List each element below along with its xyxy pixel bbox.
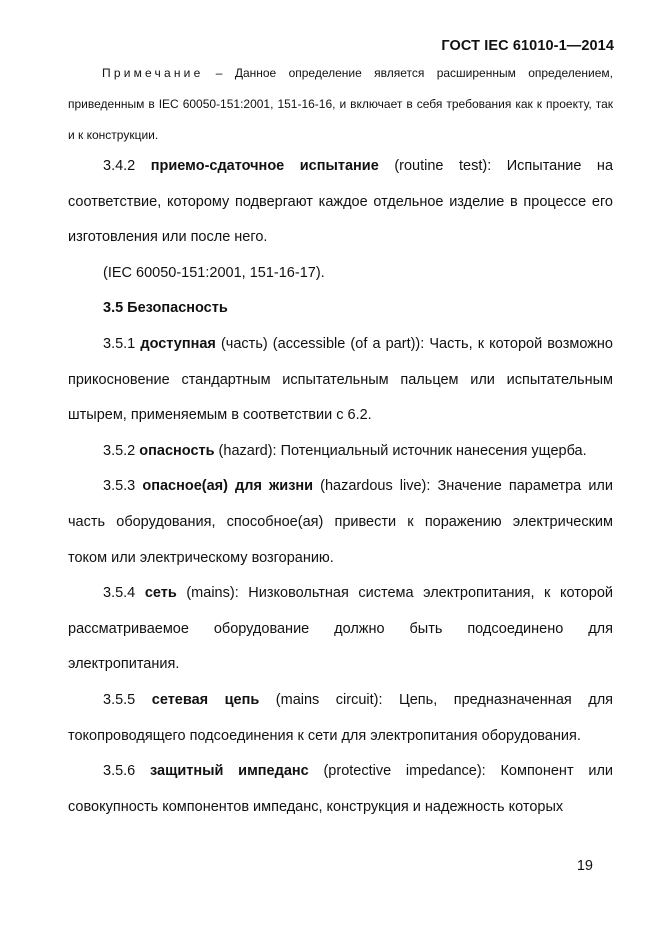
reference-paragraph <box>68 256 613 292</box>
note-paragraph <box>68 58 613 151</box>
clause-number: 3.5.1 <box>103 335 136 352</box>
term: опасность <box>139 442 215 459</box>
definition-text: (routine test): Испытание на соответствие, которому подвергают каждое отдельное изделие в процессе его изготовления или после него. <box>68 158 614 246</box>
definition-text: (mains circuit): Цепь, предназначенная для токопроводящего подсоединения к сети для электропитания оборудования. <box>68 691 614 744</box>
definition-3-5-3 <box>68 469 613 576</box>
clause-number: 3.5.6 <box>103 763 136 780</box>
definition-text: (hazard): Потенциальный источник нанесения ущерба. <box>214 442 587 459</box>
definition-3-5-5 <box>68 683 613 754</box>
document-header: ГОСТ IEC 61010-1—2014 <box>441 38 614 54</box>
term: опасное(ая) для жизни <box>142 478 314 495</box>
term: доступная <box>140 335 216 352</box>
clause-number: 3.4.2 <box>103 158 136 174</box>
definition-3-5-1 <box>68 327 613 434</box>
term: сетевая цепь <box>151 691 260 708</box>
term: защитный импеданс <box>150 763 309 780</box>
clause-number: 3.5.2 <box>103 442 136 459</box>
definition-text: (mains): Низковольтная система электропитания, к которой рассматриваемое оборудование должно быть подсоединено для электропитания. <box>68 585 613 673</box>
section-title: 3.5 Безопасность <box>103 300 228 317</box>
definition-3-5-4 <box>68 576 613 683</box>
definition-text: (hazardous live): Значение параметра или часть оборудования, способное(ая) привести к поражению электрическим током или электрическому возгоранию. <box>68 478 613 566</box>
definition-text: (protective impedance): Компонент или совокупность компонентов импеданс, конструкция и надежность которых <box>68 763 614 815</box>
term: приемо-сдаточное испытание <box>150 158 379 174</box>
clause-number: 3.5.4 <box>103 585 136 602</box>
definition-3-5-6 <box>68 754 613 825</box>
definition-text: (часть) (accessible (of a part)): Часть, к которой возможно прикосновение стандартным испытательным пальцем или испытательным штырем, применяемым в соответствии с 6.2. <box>68 335 614 424</box>
term: сеть <box>144 585 177 602</box>
clause-number: 3.5.5 <box>103 691 136 708</box>
page-number: 19 <box>576 858 593 874</box>
clause-number: 3.5.3 <box>103 478 136 495</box>
note-label: Примечание <box>102 66 204 80</box>
document-body <box>68 149 613 825</box>
reference-text: (IEC 60050-151:2001, 151-16-17). <box>103 264 325 281</box>
note-text: – Данное определение является расширенным определением, приведенным в IEC 60050-151:2001, 151-16-16, и включает в себя требования как к проекту, так и к конструкции. <box>68 66 613 142</box>
definition-3-4-2 <box>68 149 613 256</box>
definition-3-5-2 <box>68 434 613 470</box>
